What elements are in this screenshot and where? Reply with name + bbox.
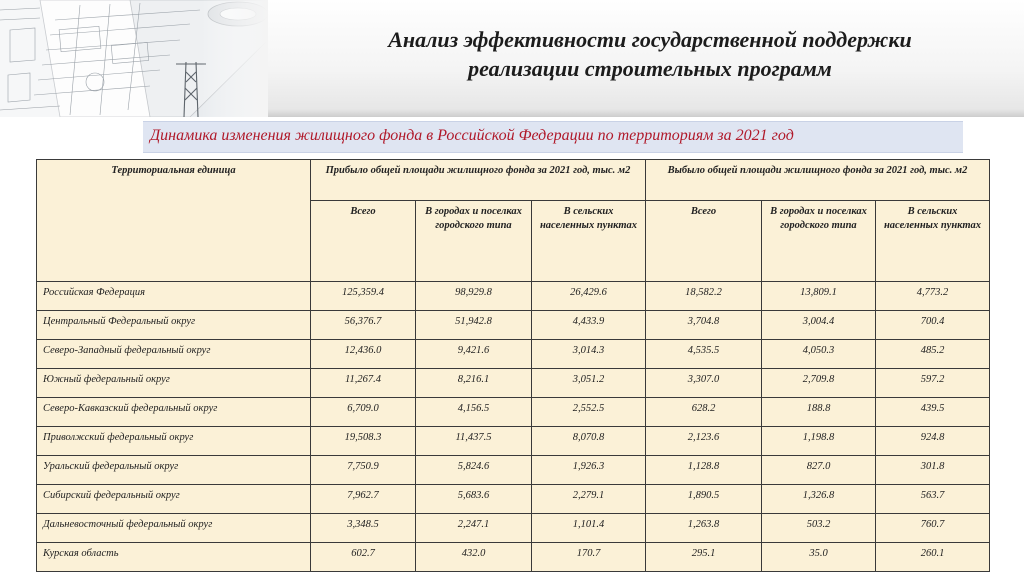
value-cell-in-rural: 3,051.2: [532, 369, 646, 398]
page-title: [300, 25, 1000, 83]
value-cell-out-total: 3,704.8: [646, 311, 762, 340]
value-cell-in-urban: 5,824.6: [416, 456, 532, 485]
value-cell-out-rural: 760.7: [876, 514, 990, 543]
col-header-retired-total: Всего: [646, 201, 762, 282]
territory-name-cell: Приволжский федеральный округ: [37, 427, 311, 456]
value-cell-out-total: 628.2: [646, 398, 762, 427]
col-header-retired-urban: В городах и поселках городского типа: [762, 201, 876, 282]
value-cell-in-rural: 8,070.8: [532, 427, 646, 456]
table-row: [37, 340, 990, 369]
value-cell-in-total: 12,436.0: [311, 340, 416, 369]
col-header-retired-rural: В сельских населенных пунктах: [876, 201, 990, 282]
table-row: [37, 311, 990, 340]
value-cell-in-rural: 2,279.1: [532, 485, 646, 514]
value-cell-in-urban: 2,247.1: [416, 514, 532, 543]
table-row: [37, 514, 990, 543]
value-cell-in-urban: 98,929.8: [416, 282, 532, 311]
page-title-line-2: реализации строительных программ: [468, 56, 832, 81]
value-cell-in-total: 3,348.5: [311, 514, 416, 543]
table-row: [37, 398, 990, 427]
value-cell-out-rural: 485.2: [876, 340, 990, 369]
territory-name-cell: Южный федеральный округ: [37, 369, 311, 398]
value-cell-out-urban: 2,709.8: [762, 369, 876, 398]
value-cell-out-rural: 700.4: [876, 311, 990, 340]
value-cell-out-total: 1,890.5: [646, 485, 762, 514]
value-cell-out-urban: 188.8: [762, 398, 876, 427]
value-cell-in-urban: 432.0: [416, 543, 532, 572]
value-cell-out-rural: 4,773.2: [876, 282, 990, 311]
table-row: [37, 456, 990, 485]
col-group-retired: Выбыло общей площади жилищного фонда за 2021 год, тыс. м2: [646, 160, 990, 201]
table-row: [37, 427, 990, 456]
value-cell-out-urban: 1,198.8: [762, 427, 876, 456]
territory-name-cell: Уральский федеральный округ: [37, 456, 311, 485]
value-cell-in-urban: 8,216.1: [416, 369, 532, 398]
value-cell-in-total: 125,359.4: [311, 282, 416, 311]
blueprint-drawing-image: [0, 0, 268, 117]
value-cell-out-rural: 301.8: [876, 456, 990, 485]
value-cell-out-urban: 13,809.1: [762, 282, 876, 311]
value-cell-in-rural: 4,433.9: [532, 311, 646, 340]
value-cell-in-total: 56,376.7: [311, 311, 416, 340]
value-cell-in-rural: 3,014.3: [532, 340, 646, 369]
value-cell-in-urban: 9,421.6: [416, 340, 532, 369]
value-cell-in-urban: 5,683.6: [416, 485, 532, 514]
value-cell-out-total: 1,128.8: [646, 456, 762, 485]
value-cell-in-total: 19,508.3: [311, 427, 416, 456]
territory-name-cell: Северо-Западный федеральный округ: [37, 340, 311, 369]
value-cell-in-urban: 11,437.5: [416, 427, 532, 456]
table-row: [37, 485, 990, 514]
value-cell-out-rural: 563.7: [876, 485, 990, 514]
value-cell-out-rural: 597.2: [876, 369, 990, 398]
value-cell-out-rural: 924.8: [876, 427, 990, 456]
value-cell-out-total: 3,307.0: [646, 369, 762, 398]
territory-name-cell: Центральный Федеральный округ: [37, 311, 311, 340]
col-header-arrived-rural: В сельских населенных пунктах: [532, 201, 646, 282]
territory-name-cell: Сибирский федеральный округ: [37, 485, 311, 514]
value-cell-out-rural: 439.5: [876, 398, 990, 427]
value-cell-in-total: 7,750.9: [311, 456, 416, 485]
value-cell-out-urban: 827.0: [762, 456, 876, 485]
value-cell-out-urban: 3,004.4: [762, 311, 876, 340]
value-cell-in-rural: 26,429.6: [532, 282, 646, 311]
value-cell-out-rural: 260.1: [876, 543, 990, 572]
value-cell-out-urban: 35.0: [762, 543, 876, 572]
value-cell-in-rural: 1,101.4: [532, 514, 646, 543]
value-cell-out-urban: 4,050.3: [762, 340, 876, 369]
col-group-arrived: Прибыло общей площади жилищного фонда за 2021 год, тыс. м2: [311, 160, 646, 201]
value-cell-in-total: 11,267.4: [311, 369, 416, 398]
value-cell-out-total: 2,123.6: [646, 427, 762, 456]
col-header-arrived-total: Всего: [311, 201, 416, 282]
value-cell-out-total: 1,263.8: [646, 514, 762, 543]
col-header-arrived-urban: В городах и поселках городского типа: [416, 201, 532, 282]
territory-name-cell: Российская Федерация: [37, 282, 311, 311]
value-cell-in-total: 7,962.7: [311, 485, 416, 514]
value-cell-out-total: 18,582.2: [646, 282, 762, 311]
col-header-territory: Территориальная единица: [37, 160, 311, 282]
table-body: [37, 282, 990, 572]
table-caption: Динамика изменения жилищного фонда в Российской Федерации по территориям за 2021 год: [150, 127, 794, 144]
value-cell-in-urban: 51,942.8: [416, 311, 532, 340]
housing-stock-table: [36, 159, 990, 572]
table-row: [37, 543, 990, 572]
table-row: [37, 369, 990, 398]
value-cell-in-total: 6,709.0: [311, 398, 416, 427]
page-title-line-1: Анализ эффективности государственной поддержки: [388, 27, 912, 52]
table-row: [37, 282, 990, 311]
value-cell-out-urban: 1,326.8: [762, 485, 876, 514]
territory-name-cell: Курская область: [37, 543, 311, 572]
territory-name-cell: Северо-Кавказский федеральный округ: [37, 398, 311, 427]
value-cell-in-rural: 1,926.3: [532, 456, 646, 485]
value-cell-out-urban: 503.2: [762, 514, 876, 543]
territory-name-cell: Дальневосточный федеральный округ: [37, 514, 311, 543]
value-cell-in-urban: 4,156.5: [416, 398, 532, 427]
value-cell-in-rural: 2,552.5: [532, 398, 646, 427]
value-cell-in-rural: 170.7: [532, 543, 646, 572]
value-cell-out-total: 295.1: [646, 543, 762, 572]
value-cell-out-total: 4,535.5: [646, 340, 762, 369]
value-cell-in-total: 602.7: [311, 543, 416, 572]
